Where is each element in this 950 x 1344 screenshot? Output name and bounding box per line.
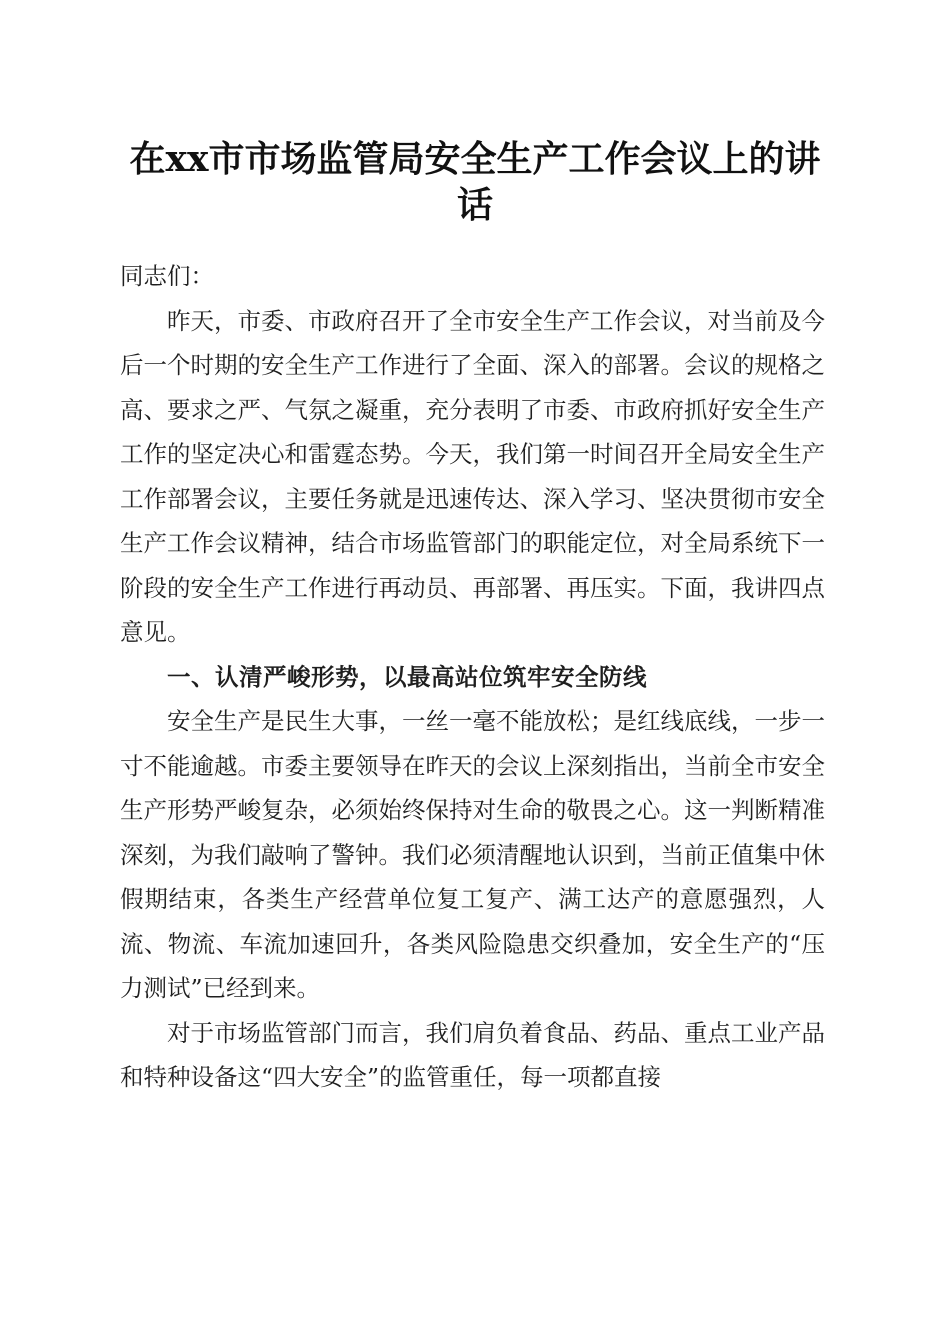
section-1-paragraph-1: 安全生产是民生大事，一丝一毫不能放松；是红线底线，一步一寸不能逾越。市委主要领导在昨天的会议上深刻指出，当前全市安全生产形势严峻复杂，必须始终保持对生命的敬畏之心。这一判断精准深刻，为我们敲响了警钟。我们必须清醒地认识到，当前正值集中休假期结束，各类生产经营单位复工复产、满工达产的意愿强烈，人流、物流、车流加速回升，各类风险隐患交织叠加，安全生产的“压力测试”已经到来。 <box>120 707 825 1002</box>
document-body <box>120 254 825 1100</box>
intro-paragraph: 昨天，市委、市政府召开了全市安全生产工作会议，对当前及今后一个时期的安全生产工作进行了全面、深入的部署。会议的规格之高、要求之严、气氛之凝重，充分表明了市委、市政府抓好安全生产工作的坚定决心和雷霆态势。今天，我们第一时间召开全局安全生产工作部署会议，主要任务就是迅速传达、深入学习、坚决贯彻市安全生产工作会议精神，结合市场监管部门的职能定位，对全局系统下一阶段的安全生产工作进行再动员、再部署、再压实。下面，我讲四点意见。 <box>120 306 825 646</box>
document-title: 在xx市市场监管局安全生产工作会议上的讲话 <box>129 138 821 226</box>
section-heading-1: 一、认清严峻形势，以最高站位筑牢安全防线 <box>167 662 647 691</box>
section-1-paragraph-2: 对于市场监管部门而言，我们肩负着食品、药品、重点工业产品和特种设备这“四大安全”的监管重任，每一项都直接 <box>120 1018 825 1091</box>
salutation: 同志们： <box>120 262 214 290</box>
